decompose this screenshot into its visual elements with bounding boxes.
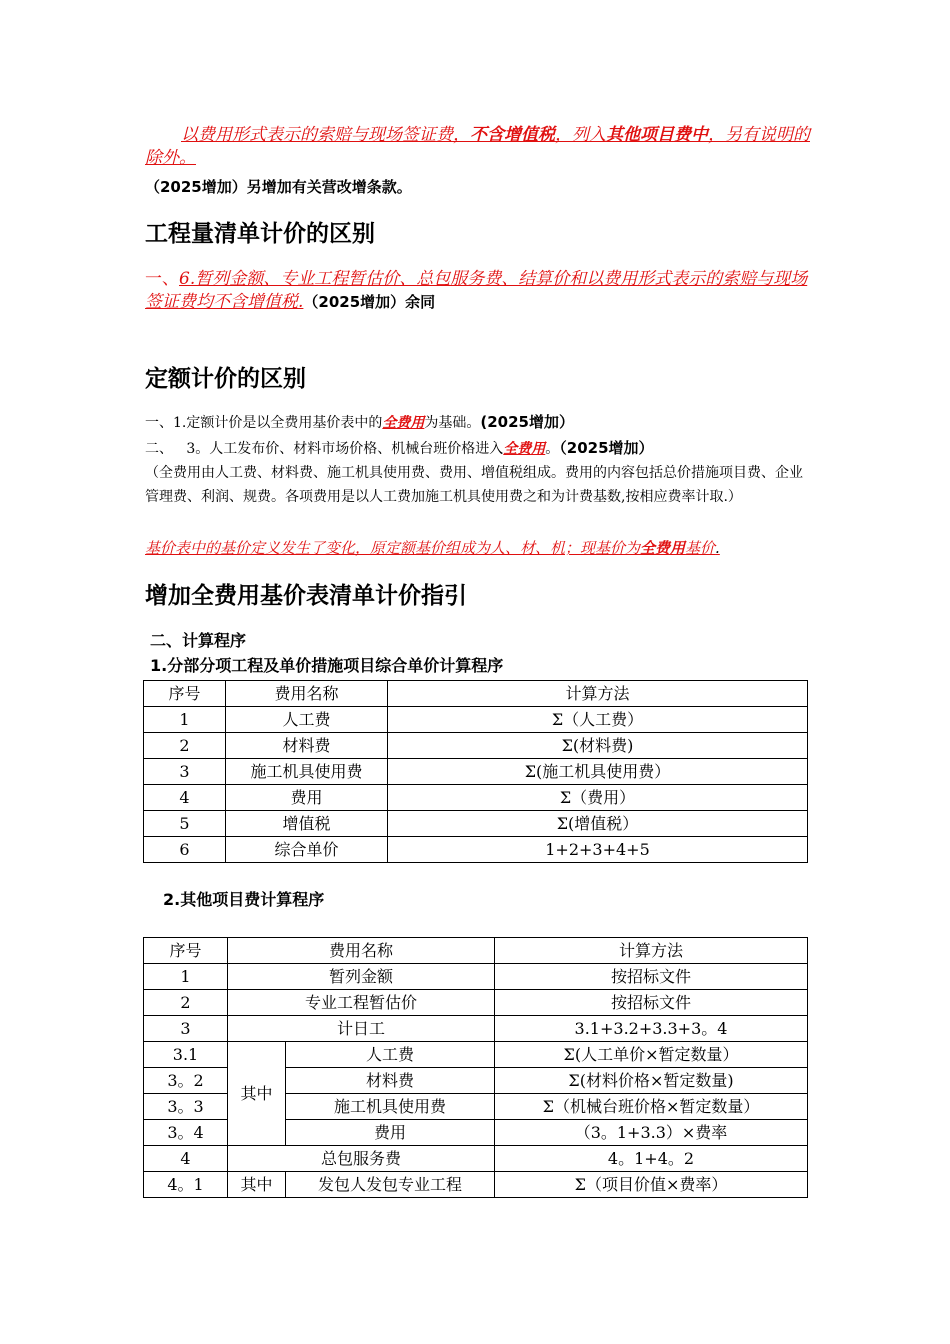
intro-emphasis-other: 其他项目费中 — [606, 125, 708, 145]
table-cell: 2 — [144, 990, 228, 1016]
table-cell: 发包人发包专业工程 — [286, 1172, 495, 1198]
subheading-unit-price: 1.分部分项工程及单价措施项目综合单价计算程序 — [150, 656, 504, 675]
bill-item-tail: （2025增加）余同 — [303, 293, 436, 311]
bill-paragraph — [145, 268, 810, 314]
table-cell: 专业工程暂估价 — [228, 990, 495, 1016]
intro-text: 以费用形式表示的索赔与现场签证费， — [181, 125, 470, 145]
table-cell: （3。1+3.3）×费率 — [495, 1120, 808, 1146]
table-cell: 计日工 — [228, 1016, 495, 1042]
table-cell: 费用 — [226, 785, 388, 811]
table-cell: 按招标文件 — [495, 990, 808, 1016]
quota-line-1 — [145, 410, 810, 435]
table-cell: 暂列金额 — [228, 964, 495, 990]
header-cell: 计算方法 — [495, 938, 808, 964]
header-cell: 计算方法 — [388, 681, 808, 707]
bill-item-text: 6.暂列金额、专业工程暂估价、总包服务费、结算价和以费用形式表示的索赔与现场签证费均不含增值税. — [145, 269, 808, 312]
quota-line-text: 二、 3。人工发布价、材料市场价格、机械台班价格进入 — [145, 441, 504, 457]
bill-item-prefix: 一、 — [145, 269, 179, 289]
quota-note: （全费用由人工费、材料费、施工机具使用费、费用、增值税组成。费用的内容包括总价措施项目费、企业管理费、利润、规费。各项费用是以人工费加施工机具使用费之和为计费基数,按相应费率计取.） — [145, 465, 803, 505]
quota-red-text: 基价 — [685, 539, 716, 557]
table-cell: 总包服务费 — [228, 1146, 495, 1172]
header-cell: 费用名称 — [228, 938, 495, 964]
table-cell: 其中 — [228, 1172, 286, 1198]
table-cell: Σ(施工机具使用费） — [388, 759, 808, 785]
intro-text: ，列入 — [555, 125, 606, 145]
table-cell: 按招标文件 — [495, 964, 808, 990]
table-cell: Σ(增值税） — [388, 811, 808, 837]
table-cell: 4。1+4。2 — [495, 1146, 808, 1172]
table-cell: Σ（人工费） — [388, 707, 808, 733]
table-header-row — [144, 681, 808, 707]
table-cell: 4 — [144, 1146, 228, 1172]
quota-emphasis: 全费用 — [382, 415, 425, 431]
table-row — [144, 837, 808, 863]
table-cell: 2 — [144, 733, 226, 759]
quota-line-text: 一、1.定额计价是以全费用基价表中的 — [145, 415, 383, 431]
table-cell: 人工费 — [226, 707, 388, 733]
table-cell: 3 — [144, 759, 226, 785]
table-cell: 3.1 — [144, 1042, 228, 1068]
table-cell: 综合单价 — [226, 837, 388, 863]
table-row — [144, 707, 808, 733]
table-cell: 施工机具使用费 — [226, 759, 388, 785]
table-cell: 5 — [144, 811, 226, 837]
table-cell: 4 — [144, 785, 226, 811]
table-cell: Σ(人工单价×暂定数量） — [495, 1042, 808, 1068]
table-cell: Σ（机械台班价格×暂定数量） — [495, 1094, 808, 1120]
table-cell: 材料费 — [286, 1068, 495, 1094]
quota-emphasis: 全费用 — [503, 441, 546, 457]
section-heading-bill: 工程量清单计价的区别 — [145, 221, 375, 247]
table-row — [144, 733, 808, 759]
table-cell: Σ(材料费) — [388, 733, 808, 759]
table-cell: 人工费 — [286, 1042, 495, 1068]
table-cell: 3。3 — [144, 1094, 228, 1120]
section-heading-guide: 增加全费用基价表清单计价指引 — [145, 583, 467, 609]
table-cell: 3。4 — [144, 1120, 228, 1146]
table-row — [144, 785, 808, 811]
table-row — [144, 1042, 808, 1068]
table-cell: 材料费 — [226, 733, 388, 759]
intro-emphasis-vat: 不含增值税 — [470, 125, 555, 145]
header-cell: 费用名称 — [226, 681, 388, 707]
quota-red-text: 基价表中的基价定义发生了变化，原定额基价组成为人、材、机；现基价为 — [145, 539, 641, 557]
intro-note: （2025增加）另增加有关营改增条款。 — [145, 178, 412, 196]
table-row — [144, 811, 808, 837]
subheading-procedure: 二、计算程序 — [150, 631, 247, 650]
table-row — [144, 759, 808, 785]
table-cell: 费用 — [286, 1120, 495, 1146]
quota-red-emphasis: 全费用 — [640, 539, 686, 557]
intro-text: ，另有说明的除外。 — [145, 125, 810, 168]
table-cell: 增值税 — [226, 811, 388, 837]
table-row — [144, 990, 808, 1016]
table-row — [144, 1146, 808, 1172]
quota-line-tail: （2025增加） — [559, 439, 654, 457]
quota-line-tail: (2025增加） — [480, 413, 574, 431]
table-header-row — [144, 938, 808, 964]
table-row — [144, 1016, 808, 1042]
table-row — [144, 1172, 808, 1198]
quota-line-2 — [145, 436, 810, 461]
table-cell: 1+2+3+4+5 — [388, 837, 808, 863]
table-cell: Σ（项目价值×费率） — [495, 1172, 808, 1198]
quota-red-end: . — [715, 539, 720, 557]
quota-line-text: 。 — [545, 441, 560, 457]
table-cell: 3 — [144, 1016, 228, 1042]
header-cell: 序号 — [144, 681, 226, 707]
quota-line-text: 为基础。 — [424, 415, 481, 431]
quota-red-note — [145, 536, 810, 560]
subheading-other-items: 2.其他项目费计算程序 — [163, 890, 325, 909]
table-cell: 施工机具使用费 — [286, 1094, 495, 1120]
table-cell: 4。1 — [144, 1172, 228, 1198]
intro-claim-paragraph — [145, 124, 810, 170]
header-cell: 序号 — [144, 938, 228, 964]
group-label-cell: 其中 — [228, 1042, 286, 1146]
table-cell: 6 — [144, 837, 226, 863]
table-cell: 3。2 — [144, 1068, 228, 1094]
section-heading-quota: 定额计价的区别 — [145, 366, 306, 392]
table-cell: Σ（费用） — [388, 785, 808, 811]
unit-price-table — [143, 680, 808, 863]
other-items-table — [143, 937, 808, 1198]
table-row — [144, 964, 808, 990]
table-cell: 1 — [144, 707, 226, 733]
table-cell: 1 — [144, 964, 228, 990]
table-cell: Σ(材料价格×暂定数量) — [495, 1068, 808, 1094]
table-cell: 3.1+3.2+3.3+3。4 — [495, 1016, 808, 1042]
